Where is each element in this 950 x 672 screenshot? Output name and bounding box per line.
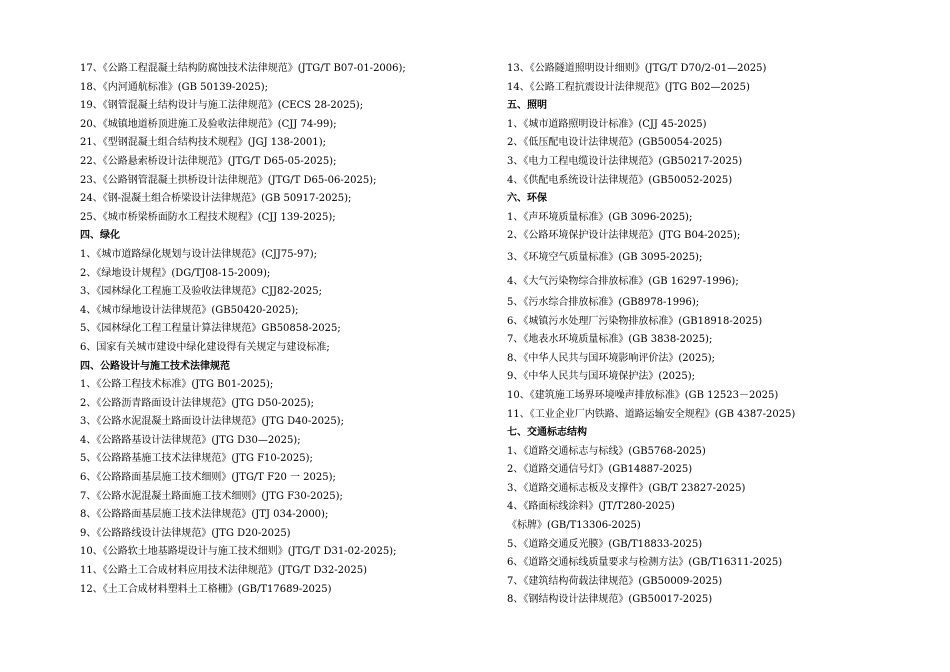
list-item: 7、《地表水环境质量标准》(GB 3838-2025); bbox=[507, 334, 713, 346]
list-item: 4、《城市绿地设计法律规范》(GB50420-2025); bbox=[80, 304, 299, 316]
list-item: 9、《公路路线设计法律规范》(JTG D20-2025) bbox=[80, 527, 291, 539]
section-heading: 五、照明 bbox=[507, 100, 547, 112]
list-item: 10、《公路软土地基路堤设计与施工技术细则》(JTG/T D31-02-2025); bbox=[80, 546, 397, 558]
list-item: 12、《土工合成材料塑料土工格栅》(GB/T17689-2025) bbox=[80, 583, 332, 595]
list-item: 18、《内河通航标准》(GB 50139-2025); bbox=[80, 81, 269, 93]
list-item: 9、《中华人民共与国环境保护法》(2025); bbox=[507, 371, 695, 383]
list-item: 3、《公路水泥混凝土路面设计法律规范》(JTG D40-2025); bbox=[80, 416, 344, 428]
list-item: 3、《电力工程电缆设计法律规范》(GB50217-2025) bbox=[507, 155, 743, 167]
list-item: 3、《环境空气质量标准》(GB 3095-2025); bbox=[507, 251, 703, 263]
list-item: 1、《道路交通标志与标线》(GB5768-2025) bbox=[507, 445, 706, 457]
list-item: 3、《园林绿化工程施工及验收法律规范》CJJ82-2025; bbox=[80, 286, 322, 298]
list-item: 1、《公路工程技术标准》(JTG B01-2025); bbox=[80, 379, 274, 391]
list-item: 22、《公路悬索桥设计法律规范》(JTG/T D65-05-2025); bbox=[80, 155, 337, 167]
list-item: 3、《道路交通标志板及支撑件》(GB/T 23827-2025) bbox=[507, 482, 746, 494]
section-heading: 七、交通标志结构 bbox=[507, 427, 587, 439]
list-item: 2、《绿地设计规程》(DG/TJ08-15-2009); bbox=[80, 267, 271, 279]
left-column bbox=[80, 60, 500, 599]
list-item: 4、《路面标线涂料》(JT/T280-2025) bbox=[507, 501, 675, 513]
list-item: 4、《大气污染物综合排放标准》(GB 16297-1996); bbox=[507, 275, 739, 287]
list-item: 14、《公路工程抗震设计法律规范》(JTG B02—2025) bbox=[507, 81, 750, 93]
list-item: 《标牌》(GB/T13306-2025) bbox=[507, 520, 641, 532]
list-item: 8、《公路路面基层施工技术法律规范》(JTJ 034-2000); bbox=[80, 509, 329, 521]
list-item: 6、《公路路面基层施工技术细则》(JTG/T F20 一 2025); bbox=[80, 472, 336, 484]
list-item: 2、《低压配电设计法律规范》(GB50054-2025) bbox=[507, 137, 723, 149]
list-item: 11、《工业企业厂内铁路、道路运输安全规程》(GB 4387-2025) bbox=[507, 408, 796, 420]
list-item: 2、《公路沥青路面设计法律规范》(JTG D50-2025); bbox=[80, 397, 314, 409]
list-item: 7、《公路水泥混凝土路面施工技术细则》(JTG F30-2025); bbox=[80, 490, 343, 502]
list-item: 4、《供配电系统设计法律规范》(GB50052-2025) bbox=[507, 174, 733, 186]
list-item: 5、《园林绿化工程工程量计算法律规范》GB50858-2025; bbox=[80, 323, 341, 335]
list-item: 2、《道路交通信号灯》(GB14887-2025) bbox=[507, 464, 693, 476]
list-item: 1、《城市道路照明设计标准》(CJJ 45-2025) bbox=[507, 118, 707, 130]
list-item: 25、《城市桥梁桥面防水工程技术规程》(CJJ 139-2025); bbox=[80, 211, 336, 223]
list-item: 7、《建筑结构荷载法律规范》(GB50009-2025) bbox=[507, 575, 723, 587]
list-item: 6、《道路交通标线质量要求与检测方法》(GB/T16311-2025) bbox=[507, 557, 783, 569]
list-item: 6、国家有关城市建设中绿化建设得有关规定与建设标准; bbox=[80, 341, 330, 353]
list-item: 2、《公路环境保护设计法律规范》(JTG B04-2025); bbox=[507, 230, 741, 242]
list-item: 5、《公路路基施工技术法律规范》(JTG F10-2025); bbox=[80, 453, 313, 465]
section-heading: 六、环保 bbox=[507, 193, 547, 205]
section-heading: 四、公路设计与施工技术法律规范 bbox=[80, 360, 230, 372]
list-item: 24、《钢-混凝土组合桥梁设计法律规范》(GB 50917-2025); bbox=[80, 193, 352, 205]
list-item: 10、《建筑施工场界环境噪声排放标准》(GB 12523－2025) bbox=[507, 389, 779, 401]
list-item: 5、《道路交通反光膜》(GB/T18833-2025) bbox=[507, 538, 703, 550]
list-item: 13、《公路隧道照明设计细则》(JTG/T D70/2-01—2025) bbox=[507, 63, 767, 74]
list-item: 1、《城市道路绿化规划与设计法律规范》(CJJ75-97); bbox=[80, 248, 318, 260]
right-column bbox=[507, 60, 937, 610]
list-item: 6、《城镇污水处理厂污染物排放标准》(GB18918-2025) bbox=[507, 315, 763, 327]
list-item: 19、《钢管混凝土结构设计与施工法律规范》(CECS 28-2025); bbox=[80, 100, 364, 112]
list-item: 5、《污水综合排放标准》(GB8978-1996); bbox=[507, 296, 700, 308]
list-item: 20、《城镇地道桥顶进施工及验收法律规范》(CJJ 74-99); bbox=[80, 118, 337, 130]
list-item: 8、《钢结构设计法律规范》(GB50017-2025) bbox=[507, 594, 713, 606]
list-item: 17、《公路工程混凝土结构防腐蚀技术法律规范》(JTG/T B07-01-2006); bbox=[80, 63, 406, 74]
section-heading: 四、绿化 bbox=[80, 230, 120, 242]
list-item: 1、《声环境质量标准》(GB 3096-2025); bbox=[507, 211, 693, 223]
list-item: 8、《中华人民共与国环境影响评价法》(2025); bbox=[507, 352, 715, 364]
list-item: 23、《公路钢管混凝土拱桥设计法律规范》(JTG/T D65-06-2025); bbox=[80, 174, 377, 186]
list-item: 11、《公路土工合成材料应用技术法律规范》(JTG/T D32-2025) bbox=[80, 565, 367, 577]
list-item: 4、《公路路基设计法律规范》(JTG D30—2025); bbox=[80, 434, 301, 446]
list-item: 21、《型钢混凝土组合结构技术规程》(JGJ 138-2001); bbox=[80, 137, 326, 149]
